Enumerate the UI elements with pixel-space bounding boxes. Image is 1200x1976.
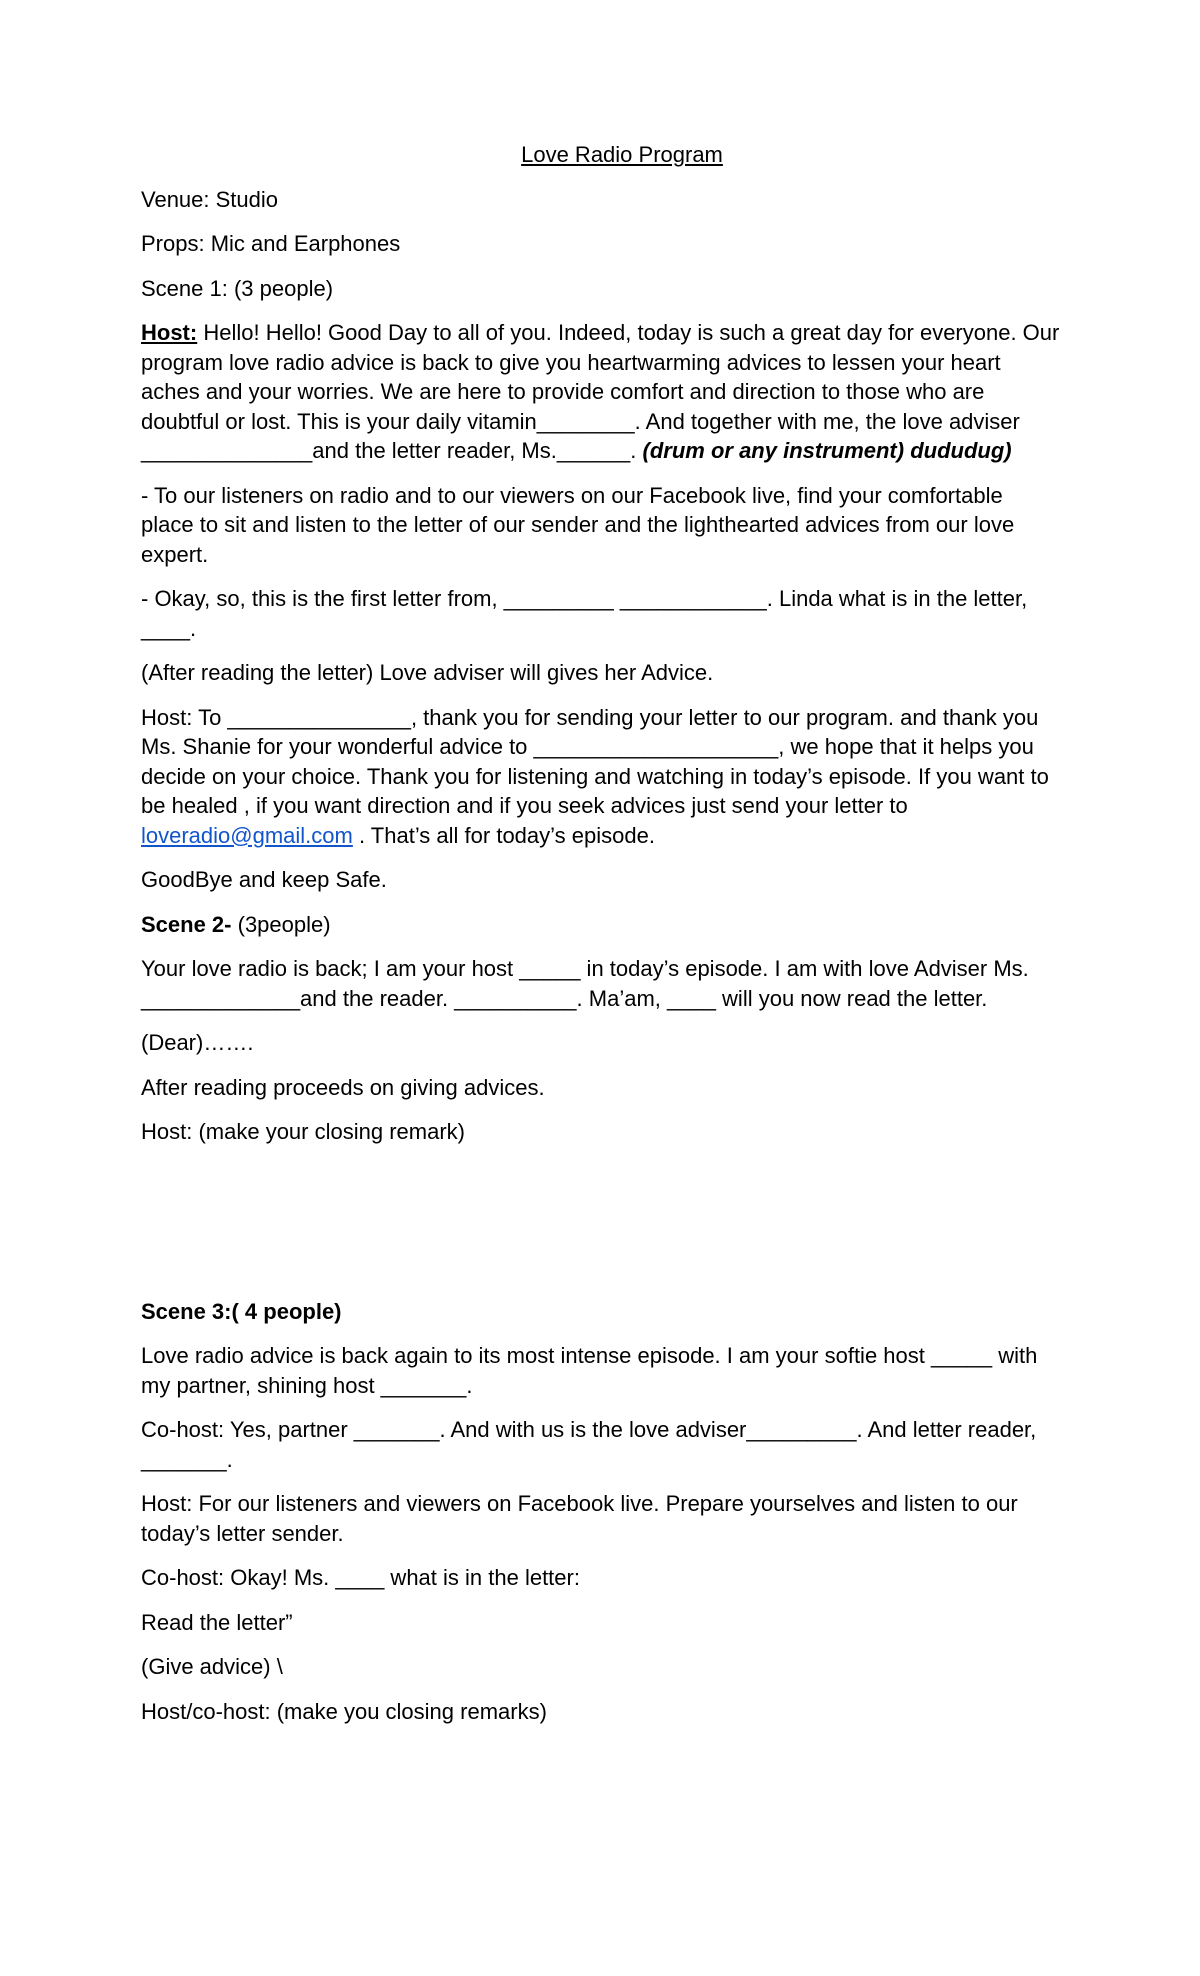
- scene3-read-letter: Read the letter”: [141, 1609, 293, 1635]
- scene1-heading: Scene 1: (3 people): [141, 275, 334, 301]
- host-intro-text: Hello! Hello! Good Day to all of you. Indeed, today is such a great day for everyone. Our program love radio advice is back to give you heartwarming advices to lessen your heart aches and your worries. We are here to provide comfort and direction to those who are doubtful or lost. This is your daily vitamin________. And together with me, the love adviser ______________and the letter reader, Ms.______.: [141, 320, 1060, 463]
- host-closing-tail: . That’s all for today’s episode.: [352, 822, 655, 848]
- scene3-give-advice: (Give advice) \: [141, 1654, 283, 1679]
- scene2-dear: (Dear)…….: [141, 1030, 254, 1055]
- venue-line: Venue: Studio: [141, 186, 279, 212]
- host-intro-effect: (drum or any instrument) dududug): [642, 438, 1012, 463]
- email-link[interactable]: loveradio@gmail.com: [141, 822, 353, 848]
- scene2-after-reading: After reading proceeds on giving advices.: [141, 1074, 545, 1100]
- host-closing-text: Host: To _______________, thank you for sending your letter to our program. and thank you Ms. Shanie for your wonderful advice to ____________________, we hope that it helps you decide on your choice. Thank you for listening and watching in today’s episode. If you want to be healed , if you want direction and if you seek advices just send your letter to: [141, 704, 1049, 818]
- scene1-host-closing: [141, 703, 1061, 851]
- document-title: Love Radio Program: [521, 142, 723, 167]
- scene3-host-1: Host: For our listeners and viewers on Facebook live. Prepare yourselves and listen to our today’s letter sender.: [141, 1491, 1018, 1546]
- scene1-goodbye: GoodBye and keep Safe.: [141, 867, 387, 892]
- scene3-cohost-2: Co-host: Okay! Ms. ____ what is in the letter:: [141, 1565, 580, 1590]
- scene2-heading: [141, 910, 1061, 940]
- scene3-heading: Scene 3:( 4 people): [141, 1298, 342, 1324]
- scene3-intro: Love radio advice is back again to its most intense episode. I am your softie host _____ with my partner, shining host _______.: [141, 1343, 1038, 1398]
- scene2-intro: Your love radio is back; I am your host _____ in today’s episode. I am with love Adviser Ms. _____________and the reader. __________. Ma’am, ____ will you now read the letter.: [141, 956, 1029, 1011]
- scene3-cohost-1: Co-host: Yes, partner _______. And with us is the love adviser_________. And letter reader, _______.: [141, 1417, 1037, 1472]
- scene1-after-reading: (After reading the letter) Love adviser will gives her Advice.: [141, 660, 714, 685]
- scene2-host-closing: Host: (make your closing remark): [141, 1119, 465, 1144]
- scene2-heading-count: (3people): [231, 911, 331, 937]
- scene3-closing: Host/co-host: (make you closing remarks): [141, 1698, 547, 1724]
- host-label: Host:: [141, 320, 198, 345]
- scene2-heading-label: Scene 2-: [141, 911, 232, 937]
- scene1-host-intro: [141, 318, 1061, 466]
- props-line: Props: Mic and Earphones: [141, 231, 401, 256]
- scene1-listeners: - To our listeners on radio and to our viewers on our Facebook live, find your comfortable place to sit and listen to the letter of our sender and the lighthearted advices from our love expert.: [141, 482, 1015, 567]
- scene1-first-letter: - Okay, so, this is the first letter from, _________ ____________. Linda what is in the letter, ____.: [141, 586, 1028, 641]
- document-body: [141, 140, 1061, 1741]
